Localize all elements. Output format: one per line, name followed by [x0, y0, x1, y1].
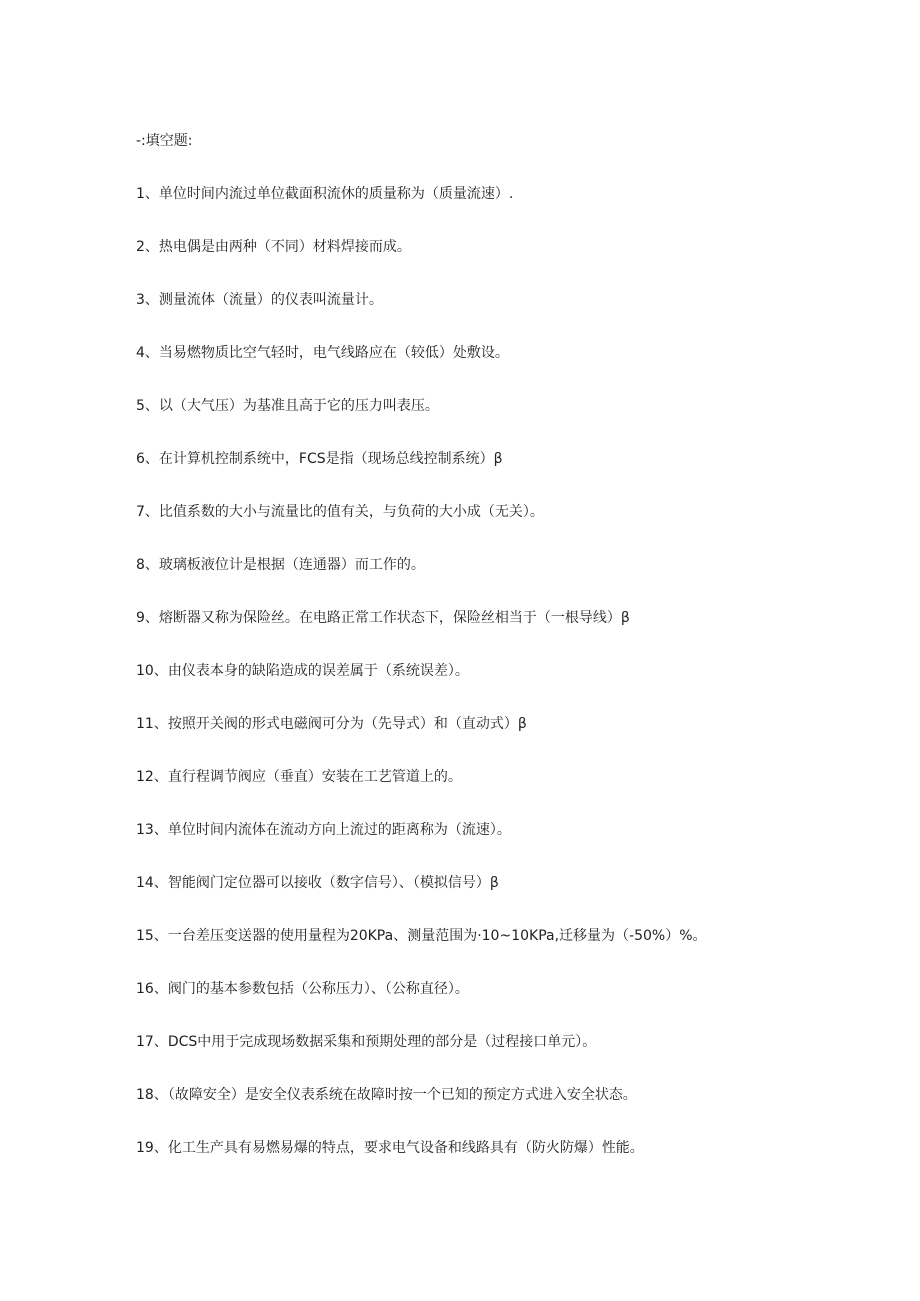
question-item: 13、单位时间内流体在流动方向上流过的距离称为（流速）。 — [136, 822, 511, 838]
question-item: 8、玻璃板液位计是根据（连通器）而工作的。 — [136, 557, 425, 573]
question-item: 12、直行程调节阀应（垂直）安装在工艺管道上的。 — [136, 769, 462, 785]
question-item: 17、DCS中用于完成现场数据采集和预期处理的部分是（过程接口单元）。 — [136, 1034, 597, 1050]
question-item: 4、当易燃物质比空气轻时，电气线路应在（较低）处敷设。 — [136, 345, 509, 361]
question-item: 9、熔断器又称为保险丝。在电路正常工作状态下，保险丝相当于（一根导线）β — [136, 610, 630, 626]
question-item: 1、单位时间内流过单位截面积流休的质量称为（质量流速）. — [136, 186, 514, 202]
question-item: 3、测量流体（流量）的仪表叫流量计。 — [136, 292, 383, 308]
question-item: 10、由仪表本身的缺陷造成的误差属于（系统误差）。 — [136, 663, 469, 679]
question-list — [136, 184, 707, 1191]
question-item: 18、（故障安全）是安全仪表系统在故障时按一个已知的预定方式进入安全状态。 — [136, 1087, 637, 1103]
question-item: 14、智能阀门定位器可以接收（数字信号）、（模拟信号）β — [136, 875, 499, 891]
section-heading: -:填空题: — [136, 133, 193, 149]
question-item: 19、化工生产具有易燃易爆的特点，要求电气设备和线路具有（防火防爆）性能。 — [136, 1140, 644, 1156]
question-item: 7、比值系数的大小与流量比的值有关，与负荷的大小成（无关）。 — [136, 504, 544, 520]
question-item: 11、按照开关阀的形式电磁阀可分为（先导式）和（直动式）β — [136, 716, 527, 732]
question-item: 6、在计算机控制系统中，FCS是指（现场总线控制系统）β — [136, 451, 503, 467]
question-item: 15、一台差压变送器的使用量程为20KPa、测量范围为·10~10KPa,迁移量为（-50%）%。 — [136, 928, 707, 944]
question-item: 5、以（大气压）为基准且高于它的压力叫表压。 — [136, 398, 439, 414]
question-item: 16、阀门的基本参数包括（公称压力）、（公称直径）。 — [136, 981, 469, 997]
question-item: 2、热电偶是由两种（不同）材料焊接而成。 — [136, 239, 411, 255]
